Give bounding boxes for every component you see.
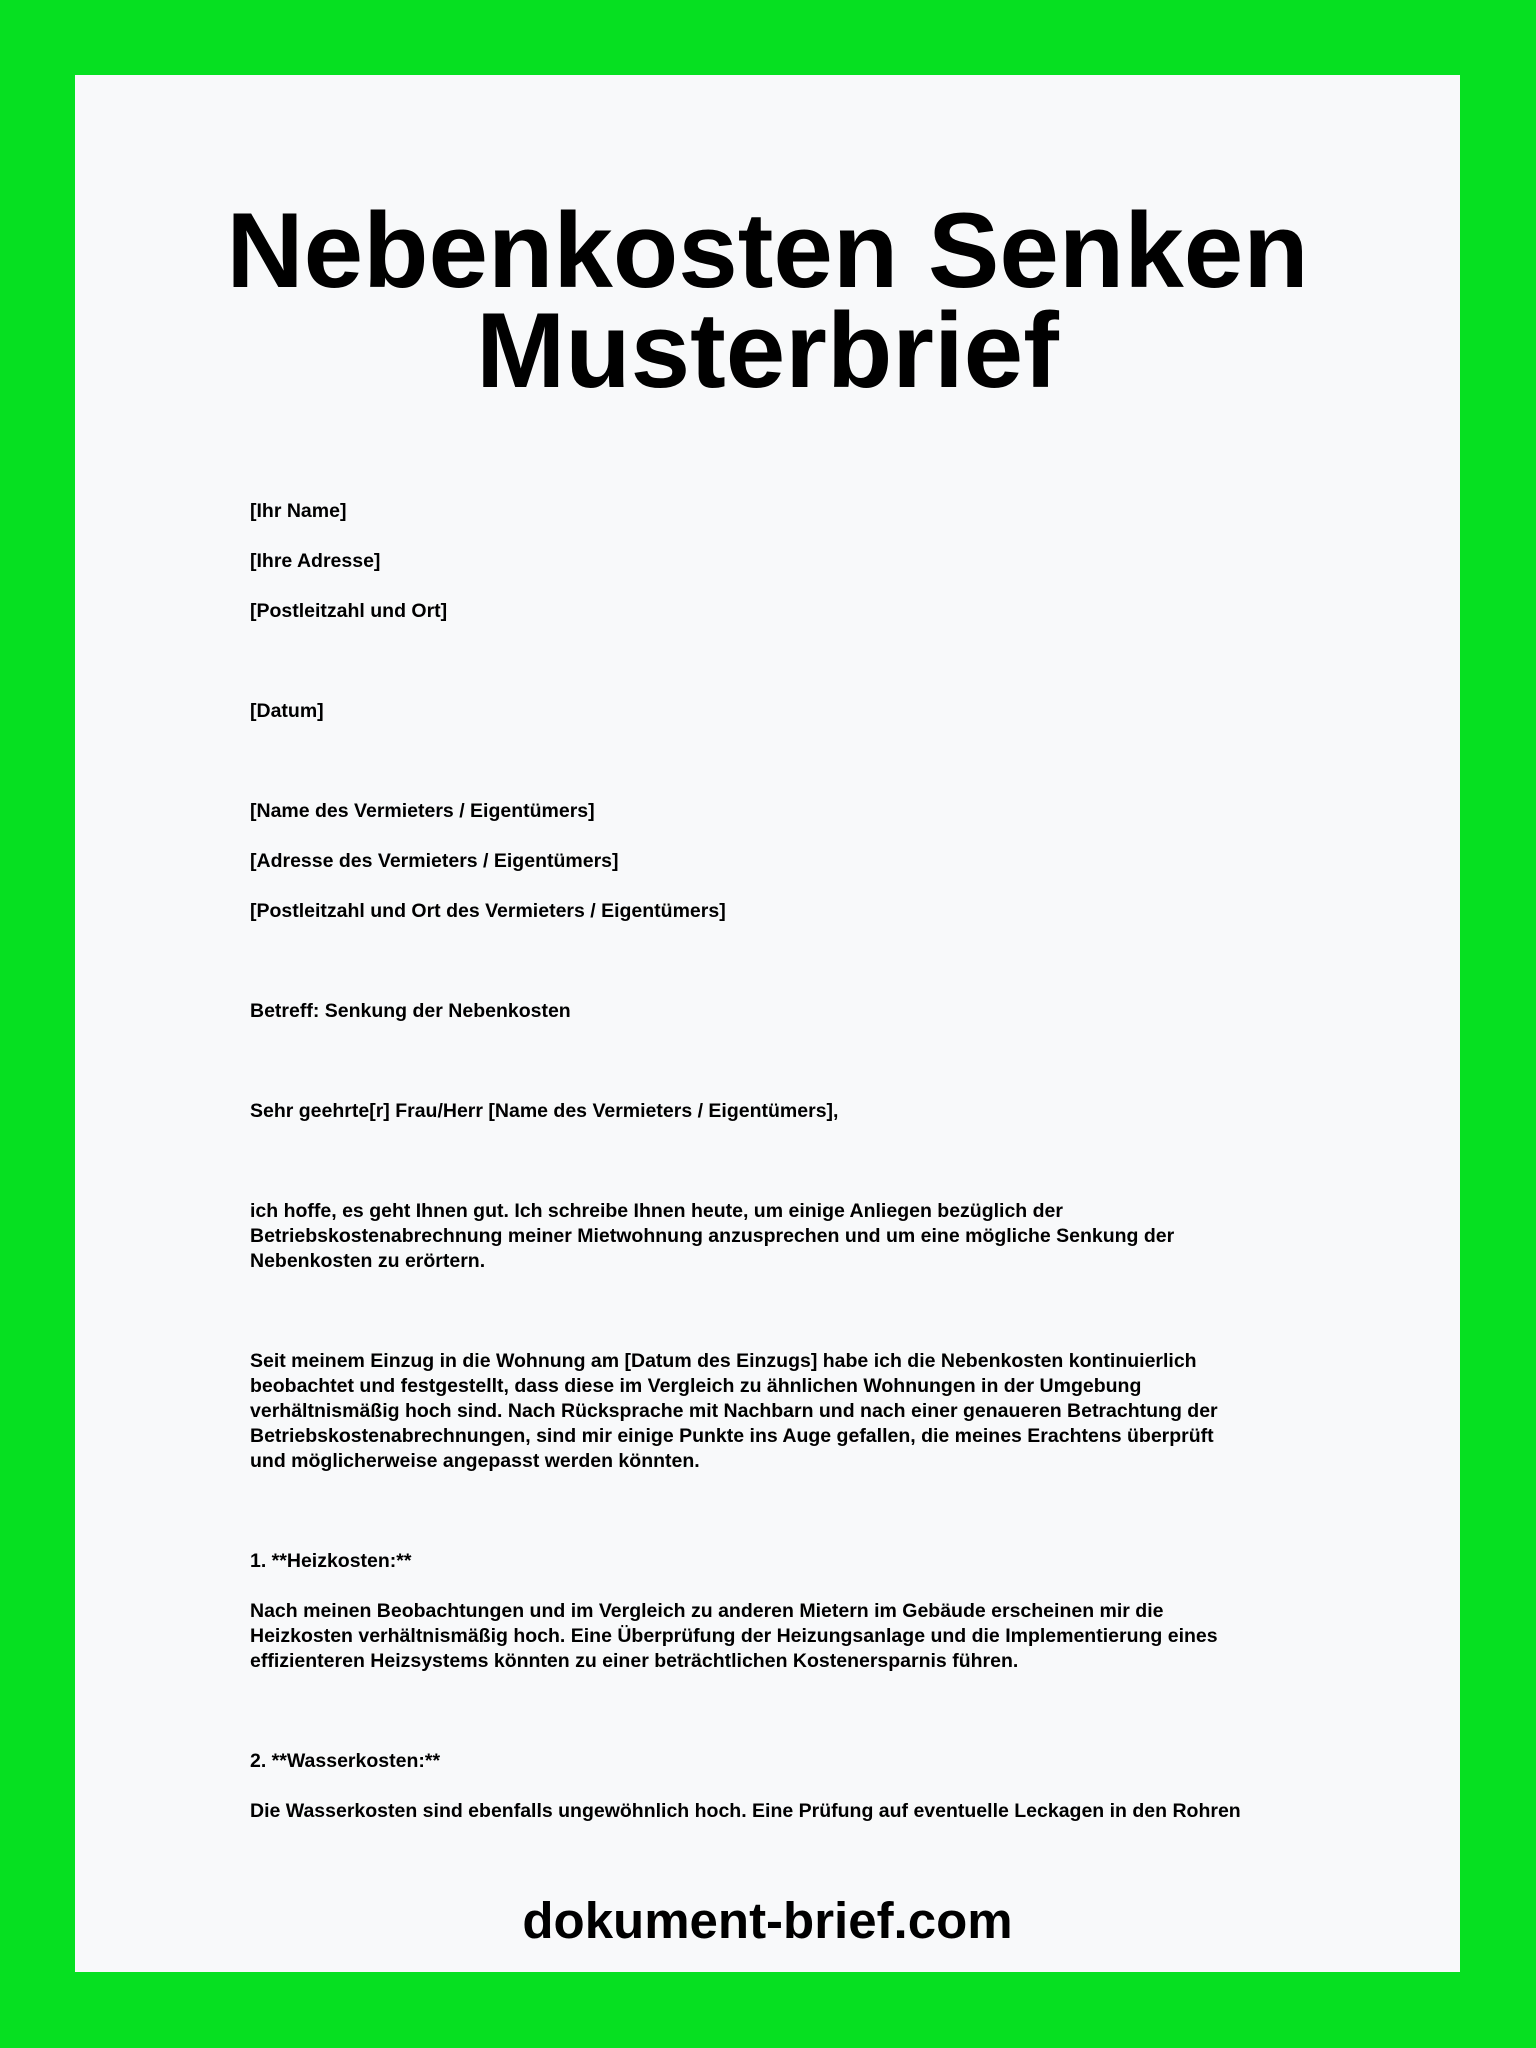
subject-line: Betreff: Senkung der Nebenkosten <box>250 1000 571 1022</box>
point-1-heading: 1. **Heizkosten:** <box>250 1550 412 1572</box>
letter-date: [Datum] <box>250 700 324 722</box>
paragraph-2 <box>250 1349 1350 1474</box>
paragraph-line: effizienteren Heizsystems könnten zu einer beträchtlichen Kostenersparnis führen. <box>250 1650 1019 1672</box>
paragraph-line: Betriebskostenabrechnungen, sind mir einige Punkte ins Auge gefallen, die meines Erachtens überprüft <box>250 1425 1214 1447</box>
footer-site-name: dokument-brief.com <box>522 1892 1013 1949</box>
letter-body <box>250 499 1350 1824</box>
paragraph-line: Nach meinen Beobachtungen und im Vergleich zu anderen Mietern im Gebäude erscheinen mir die <box>250 1600 1164 1622</box>
point-1-text <box>250 1599 1350 1674</box>
title-line-2: Musterbrief <box>476 290 1059 410</box>
paragraph-line: Seit meinem Einzug in die Wohnung am [Datum des Einzugs] habe ich die Nebenkosten kontinuierlich <box>250 1350 1197 1372</box>
title-line-1: Nebenkosten Senken <box>226 190 1309 310</box>
paragraph-line: verhältnismäßig hoch sind. Nach Rücksprache mit Nachbarn und nach einer genaueren Betrachtung der <box>250 1400 1218 1422</box>
point-2-text <box>250 1799 1350 1824</box>
sender-address: [Ihre Adresse] <box>250 550 381 572</box>
paragraph-line: Nebenkosten zu erörtern. <box>250 1250 486 1272</box>
paragraph-1 <box>250 1199 1350 1274</box>
paragraph-line: beobachtet und festgestellt, dass diese im Vergleich zu ähnlichen Wohnungen in der Umgebung <box>250 1375 1142 1397</box>
sender-name: [Ihr Name] <box>250 500 347 522</box>
paragraph-line: Heizkosten verhältnismäßig hoch. Eine Überprüfung der Heizungsanlage und die Implementierung eines <box>250 1625 1218 1647</box>
recipient-city: [Postleitzahl und Ort des Vermieters / Eigentümers] <box>250 900 726 922</box>
paragraph-line: Die Wasserkosten sind ebenfalls ungewöhnlich hoch. Eine Prüfung auf eventuelle Leckagen in den Rohren <box>250 1800 1241 1822</box>
paragraph-line: und möglicherweise angepasst werden könnten. <box>250 1450 700 1472</box>
recipient-name: [Name des Vermieters / Eigentümers] <box>250 800 595 822</box>
paragraph-line: ich hoffe, es geht Ihnen gut. Ich schreibe Ihnen heute, um einige Anliegen bezüglich der <box>250 1200 1063 1222</box>
salutation: Sehr geehrte[r] Frau/Herr [Name des Vermieters / Eigentümers], <box>250 1100 839 1122</box>
paragraph-line: Betriebskostenabrechnung meiner Mietwohnung anzusprechen und um eine mögliche Senkung der <box>250 1225 1175 1247</box>
sender-city: [Postleitzahl und Ort] <box>250 600 448 622</box>
document-page <box>75 75 1460 1972</box>
point-2-heading: 2. **Wasserkosten:** <box>250 1750 441 1772</box>
recipient-address: [Adresse des Vermieters / Eigentümers] <box>250 850 619 872</box>
document-title <box>75 190 1460 410</box>
